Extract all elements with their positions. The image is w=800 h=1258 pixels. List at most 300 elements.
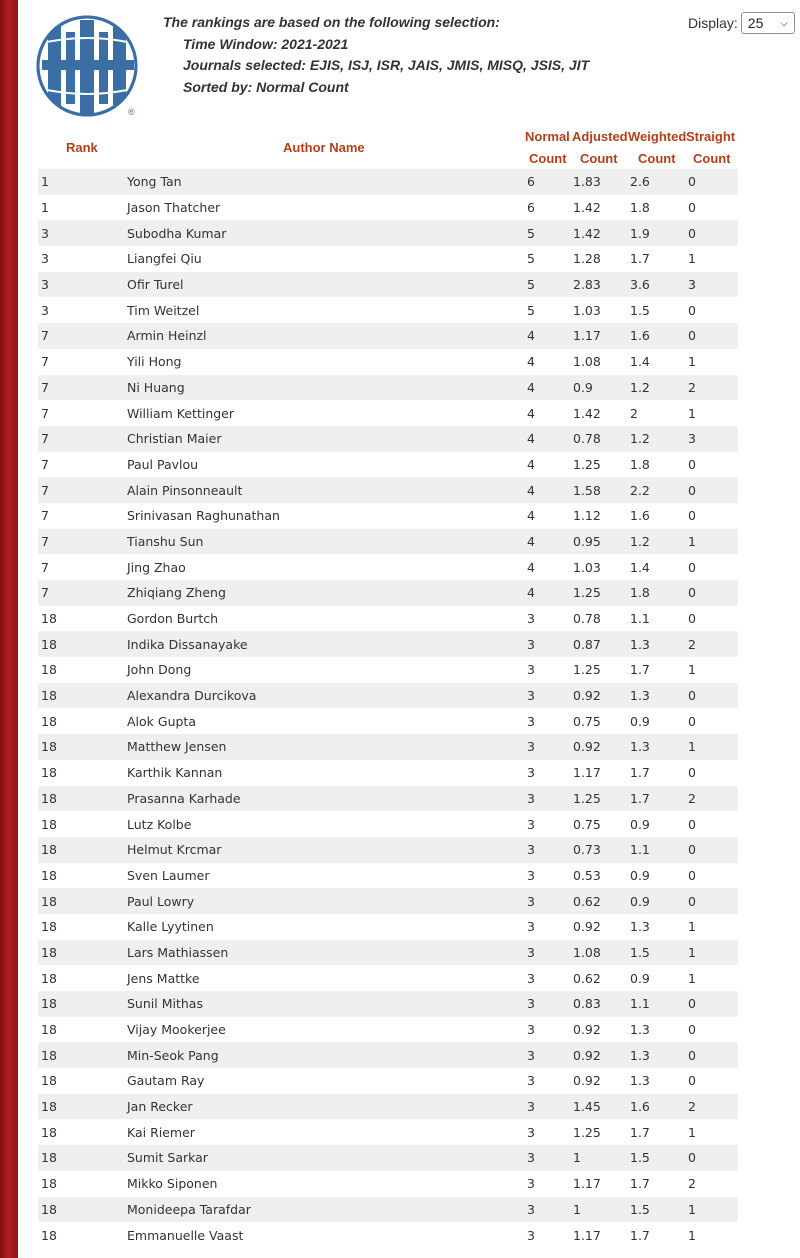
rank-cell: 18 (41, 713, 57, 729)
weighted-count-cell: 1.3 (630, 688, 650, 704)
adjusted-count-cell: 1.25 (573, 662, 601, 678)
adjusted-count-cell: 1.42 (573, 225, 601, 241)
normal-count-cell: 3 (527, 1150, 535, 1166)
author-name-cell[interactable]: Helmut Krcmar (127, 842, 222, 858)
table-row (38, 375, 738, 401)
author-name-cell[interactable]: Sumit Sarkar (127, 1150, 208, 1166)
adjusted-count-cell: 0.75 (573, 816, 601, 832)
straight-count-cell: 1 (688, 944, 696, 960)
weighted-count-cell: 1.7 (630, 790, 650, 806)
adjusted-count-cell: 0.83 (573, 996, 601, 1012)
weighted-count-cell: 1.8 (630, 200, 650, 216)
normal-count-cell: 3 (527, 765, 535, 781)
author-name-cell[interactable]: John Dong (127, 662, 192, 678)
author-name-cell[interactable]: Yong Tan (127, 174, 182, 190)
straight-count-cell: 1 (688, 662, 696, 678)
weighted-count-cell: 0.9 (630, 867, 650, 883)
header-normal-count: Count (529, 151, 567, 166)
normal-count-cell: 3 (527, 662, 535, 678)
normal-count-cell: 3 (527, 1073, 535, 1089)
table-row (38, 400, 738, 426)
author-name-cell[interactable]: Alok Gupta (127, 713, 196, 729)
rank-cell: 18 (41, 1227, 57, 1243)
straight-count-cell: 1 (688, 1227, 696, 1243)
author-name-cell[interactable]: Min-Seok Pang (127, 1047, 219, 1063)
table-row (38, 1017, 738, 1043)
adjusted-count-cell: 0.62 (573, 970, 601, 986)
normal-count-cell: 5 (527, 302, 535, 318)
straight-count-cell: 1 (688, 533, 696, 549)
author-name-cell[interactable]: Christian Maier (127, 431, 222, 447)
table-header (38, 126, 738, 170)
weighted-count-cell: 1.2 (630, 379, 650, 395)
time-window-text: Time Window: 2021-2021 (183, 35, 349, 52)
normal-count-cell: 4 (527, 533, 535, 549)
author-name-cell[interactable]: Gordon Burtch (127, 611, 219, 627)
weighted-count-cell: 0.9 (630, 713, 650, 729)
header-normal[interactable]: Normal (525, 129, 570, 144)
weighted-count-cell: 1.8 (630, 456, 650, 472)
straight-count-cell: 1 (688, 405, 696, 421)
author-name-cell[interactable]: Lars Mathiassen (127, 944, 229, 960)
table-row (38, 426, 738, 452)
normal-count-cell: 5 (527, 225, 535, 241)
normal-count-cell: 5 (527, 251, 535, 267)
weighted-count-cell: 1.3 (630, 1073, 650, 1089)
weighted-count-cell: 1.3 (630, 739, 650, 755)
author-name-cell[interactable]: Kalle Lyytinen (127, 919, 214, 935)
rank-cell: 7 (41, 482, 49, 498)
straight-count-cell: 0 (688, 1073, 696, 1089)
author-name-cell[interactable]: Gautam Ray (127, 1073, 205, 1089)
weighted-count-cell: 1.8 (630, 585, 650, 601)
weighted-count-cell: 0.9 (630, 816, 650, 832)
normal-count-cell: 4 (527, 379, 535, 395)
table-row (38, 708, 738, 734)
rank-cell: 18 (41, 1150, 57, 1166)
weighted-count-cell: 0.9 (630, 893, 650, 909)
display-control (688, 12, 795, 34)
weighted-count-cell: 1.3 (630, 1022, 650, 1038)
rank-cell: 18 (41, 1047, 57, 1063)
table-row (38, 195, 738, 221)
author-name-cell[interactable]: Kai Riemer (127, 1124, 195, 1140)
adjusted-count-cell: 0.75 (573, 713, 601, 729)
weighted-count-cell: 1.5 (630, 1201, 650, 1217)
table-row (38, 760, 738, 786)
weighted-count-cell: 1.4 (630, 559, 650, 575)
normal-count-cell: 4 (527, 354, 535, 370)
weighted-count-cell: 1.3 (630, 1047, 650, 1063)
left-border-bar (0, 0, 18, 1258)
adjusted-count-cell: 1.17 (573, 328, 601, 344)
straight-count-cell: 0 (688, 996, 696, 1012)
adjusted-count-cell: 1.45 (573, 1099, 601, 1115)
table-row (38, 297, 738, 323)
normal-count-cell: 3 (527, 816, 535, 832)
weighted-count-cell: 1.6 (630, 328, 650, 344)
normal-count-cell: 3 (527, 1047, 535, 1063)
straight-count-cell: 0 (688, 508, 696, 524)
selection-summary (163, 12, 589, 98)
author-name-cell[interactable]: Emmanuelle Vaast (127, 1227, 244, 1243)
table-row (38, 991, 738, 1017)
table-row (38, 529, 738, 555)
rank-cell: 18 (41, 1099, 57, 1115)
straight-count-cell: 0 (688, 765, 696, 781)
weighted-count-cell: 1.5 (630, 1150, 650, 1166)
adjusted-count-cell: 1.25 (573, 456, 601, 472)
rankings-table-body (38, 169, 738, 1248)
adjusted-count-cell: 0.95 (573, 533, 601, 549)
table-row (38, 1094, 738, 1120)
table-row (38, 1119, 738, 1145)
weighted-count-cell: 1.2 (630, 533, 650, 549)
rank-cell: 7 (41, 585, 49, 601)
rank-cell: 18 (41, 739, 57, 755)
author-name-cell[interactable]: Mikko Siponen (127, 1176, 218, 1192)
table-row (38, 863, 738, 889)
table-row (38, 1222, 738, 1248)
adjusted-count-cell: 0.53 (573, 867, 601, 883)
table-row (38, 606, 738, 632)
display-count-select[interactable] (741, 12, 795, 34)
weighted-count-cell: 0.9 (630, 970, 650, 986)
rank-cell: 7 (41, 533, 49, 549)
adjusted-count-cell: 0.73 (573, 842, 601, 858)
rank-cell: 18 (41, 688, 57, 704)
normal-count-cell: 3 (527, 970, 535, 986)
rank-cell: 3 (41, 251, 49, 267)
table-row (38, 554, 738, 580)
weighted-count-cell: 1.3 (630, 919, 650, 935)
sorted-by-text: Sorted by: Normal Count (183, 78, 349, 95)
normal-count-cell: 6 (527, 200, 535, 216)
author-name-cell[interactable]: Alain Pinsonneault (127, 482, 243, 498)
adjusted-count-cell: 0.9 (573, 379, 593, 395)
author-name-cell[interactable]: Yili Hong (127, 354, 182, 370)
adjusted-count-cell: 1.08 (573, 944, 601, 960)
rank-cell: 3 (41, 225, 49, 241)
table-row (38, 220, 738, 246)
adjusted-count-cell: 0.92 (573, 919, 601, 935)
normal-count-cell: 4 (527, 328, 535, 344)
table-row (38, 452, 738, 478)
straight-count-cell: 1 (688, 1201, 696, 1217)
straight-count-cell: 1 (688, 251, 696, 267)
straight-count-cell: 2 (688, 379, 696, 395)
author-name-cell[interactable]: Sven Laumer (127, 867, 210, 883)
journals-selected-text: Journals selected: EJIS, ISJ, ISR, JAIS, JMIS, MISQ, JSIS, JIT (183, 57, 590, 73)
weighted-count-cell: 1.4 (630, 354, 650, 370)
weighted-count-cell: 3.6 (630, 277, 650, 293)
adjusted-count-cell: 1.25 (573, 1124, 601, 1140)
rank-cell: 1 (41, 200, 49, 216)
adjusted-count-cell: 1.25 (573, 790, 601, 806)
svg-text:®: ® (128, 107, 135, 117)
weighted-count-cell: 1.7 (630, 1176, 650, 1192)
author-name-cell[interactable]: Armin Heinzl (127, 328, 207, 344)
rank-cell: 18 (41, 1073, 57, 1089)
table-row (38, 837, 738, 863)
rank-cell: 7 (41, 379, 49, 395)
straight-count-cell: 2 (688, 790, 696, 806)
weighted-count-cell: 1.6 (630, 508, 650, 524)
adjusted-count-cell: 0.78 (573, 611, 601, 627)
rank-cell: 18 (41, 1124, 57, 1140)
straight-count-cell: 0 (688, 713, 696, 729)
adjusted-count-cell: 1.42 (573, 405, 601, 421)
rank-cell: 7 (41, 354, 49, 370)
table-row (38, 965, 738, 991)
adjusted-count-cell: 1 (573, 1201, 581, 1217)
adjusted-count-cell: 1.17 (573, 1176, 601, 1192)
normal-count-cell: 3 (527, 1124, 535, 1140)
adjusted-count-cell: 1.25 (573, 585, 601, 601)
table-row (38, 734, 738, 760)
straight-count-cell: 0 (688, 611, 696, 627)
weighted-count-cell: 1.7 (630, 251, 650, 267)
author-name-cell[interactable]: Subodha Kumar (127, 225, 227, 241)
straight-count-cell: 1 (688, 970, 696, 986)
table-row (38, 349, 738, 375)
table-row (38, 246, 738, 272)
table-row (38, 657, 738, 683)
weighted-count-cell: 1.3 (630, 636, 650, 652)
normal-count-cell: 4 (527, 508, 535, 524)
normal-count-cell: 4 (527, 585, 535, 601)
straight-count-cell: 3 (688, 431, 696, 447)
weighted-count-cell: 2.2 (630, 482, 650, 498)
straight-count-cell: 0 (688, 225, 696, 241)
weighted-count-cell: 2 (630, 405, 638, 421)
normal-count-cell: 3 (527, 1176, 535, 1192)
straight-count-cell: 0 (688, 200, 696, 216)
straight-count-cell: 1 (688, 739, 696, 755)
normal-count-cell: 3 (527, 919, 535, 935)
normal-count-cell: 3 (527, 790, 535, 806)
rank-cell: 18 (41, 970, 57, 986)
header-adjusted[interactable]: Adjusted (572, 129, 628, 144)
table-row (38, 786, 738, 812)
rank-cell: 18 (41, 611, 57, 627)
author-name-cell[interactable]: Monideepa Tarafdar (127, 1201, 251, 1217)
straight-count-cell: 1 (688, 354, 696, 370)
straight-count-cell: 2 (688, 636, 696, 652)
weighted-count-cell: 1.6 (630, 1099, 650, 1115)
straight-count-cell: 2 (688, 1176, 696, 1192)
weighted-count-cell: 1.7 (630, 1124, 650, 1140)
adjusted-count-cell: 1.03 (573, 559, 601, 575)
author-name-cell[interactable]: Lutz Kolbe (127, 816, 192, 832)
table-row (38, 169, 738, 195)
header-straight-count: Count (693, 151, 731, 166)
straight-count-cell: 0 (688, 1150, 696, 1166)
normal-count-cell: 3 (527, 688, 535, 704)
straight-count-cell: 1 (688, 919, 696, 935)
adjusted-count-cell: 0.78 (573, 431, 601, 447)
adjusted-count-cell: 0.92 (573, 1047, 601, 1063)
table-row (38, 323, 738, 349)
author-name-cell[interactable]: Tianshu Sun (127, 533, 204, 549)
adjusted-count-cell: 0.62 (573, 893, 601, 909)
normal-count-cell: 3 (527, 1201, 535, 1217)
table-row (38, 1042, 738, 1068)
normal-count-cell: 3 (527, 867, 535, 883)
table-row (38, 1197, 738, 1223)
rank-cell: 18 (41, 1022, 57, 1038)
adjusted-count-cell: 1.58 (573, 482, 601, 498)
rank-cell: 18 (41, 816, 57, 832)
adjusted-count-cell: 1.03 (573, 302, 601, 318)
author-name-cell[interactable]: Paul Pavlou (127, 456, 199, 472)
table-row (38, 272, 738, 298)
selection-heading: The rankings are based on the following selection: (163, 14, 500, 30)
author-name-cell[interactable]: Prasanna Karhade (127, 790, 241, 806)
normal-count-cell: 3 (527, 713, 535, 729)
author-name-cell[interactable]: Vijay Mookerjee (127, 1022, 226, 1038)
adjusted-count-cell: 1 (573, 1150, 581, 1166)
rank-cell: 3 (41, 277, 49, 293)
author-name-cell[interactable]: Liangfei Qiu (127, 251, 202, 267)
rank-cell: 18 (41, 842, 57, 858)
rank-cell: 18 (41, 893, 57, 909)
header-author-name[interactable]: Author Name (283, 140, 365, 155)
author-name-cell[interactable]: Paul Lowry (127, 893, 195, 909)
table-row (38, 683, 738, 709)
weighted-count-cell: 1.5 (630, 944, 650, 960)
rank-cell: 18 (41, 1176, 57, 1192)
normal-count-cell: 3 (527, 739, 535, 755)
straight-count-cell: 2 (688, 1099, 696, 1115)
table-row (38, 914, 738, 940)
straight-count-cell: 0 (688, 1022, 696, 1038)
normal-count-cell: 4 (527, 456, 535, 472)
author-name-cell[interactable]: Zhiqiang Zheng (127, 585, 226, 601)
table-row (38, 888, 738, 914)
straight-count-cell: 0 (688, 328, 696, 344)
table-row (38, 1068, 738, 1094)
table-row (38, 940, 738, 966)
adjusted-count-cell: 2.83 (573, 277, 601, 293)
rank-cell: 18 (41, 867, 57, 883)
rank-cell: 18 (41, 636, 57, 652)
straight-count-cell: 0 (688, 816, 696, 832)
table-row (38, 631, 738, 657)
normal-count-cell: 3 (527, 611, 535, 627)
author-name-cell[interactable]: Srinivasan Raghunathan (127, 508, 280, 524)
author-name-cell[interactable]: Jan Recker (127, 1099, 193, 1115)
rankings-table (38, 169, 738, 1248)
weighted-count-cell: 1.1 (630, 611, 650, 627)
author-name-cell[interactable]: Jing Zhao (127, 559, 186, 575)
adjusted-count-cell: 1.12 (573, 508, 601, 524)
adjusted-count-cell: 0.92 (573, 1073, 601, 1089)
straight-count-cell: 0 (688, 893, 696, 909)
author-name-cell[interactable]: Indika Dissanayake (127, 636, 248, 652)
author-name-cell[interactable]: Jens Mattke (127, 970, 200, 986)
straight-count-cell: 0 (688, 1047, 696, 1063)
table-row (38, 811, 738, 837)
weighted-count-cell: 1.1 (630, 842, 650, 858)
straight-count-cell: 0 (688, 585, 696, 601)
adjusted-count-cell: 0.92 (573, 1022, 601, 1038)
straight-count-cell: 0 (688, 559, 696, 575)
normal-count-cell: 3 (527, 893, 535, 909)
rank-cell: 1 (41, 174, 49, 190)
author-name-cell[interactable]: Sunil Mithas (127, 996, 203, 1012)
rank-cell: 7 (41, 431, 49, 447)
author-name-cell[interactable]: Karthik Kannan (127, 765, 223, 781)
author-name-cell[interactable]: William Kettinger (127, 405, 235, 421)
normal-count-cell: 5 (527, 277, 535, 293)
header-weighted[interactable]: Weighted (628, 129, 687, 144)
weighted-count-cell: 1.5 (630, 302, 650, 318)
rank-cell: 7 (41, 508, 49, 524)
author-name-cell[interactable]: Matthew Jensen (127, 739, 227, 755)
table-row (38, 1145, 738, 1171)
weighted-count-cell: 2.6 (630, 174, 650, 190)
table-row (38, 477, 738, 503)
header-straight[interactable]: Straight (686, 129, 736, 144)
header-adjusted-count: Count (580, 151, 618, 166)
normal-count-cell: 6 (527, 174, 535, 190)
table-row (38, 503, 738, 529)
header-rank[interactable]: Rank (66, 140, 98, 155)
adjusted-count-cell: 0.92 (573, 688, 601, 704)
rank-cell: 18 (41, 790, 57, 806)
table-row (38, 1171, 738, 1197)
weighted-count-cell: 1.9 (630, 225, 650, 241)
author-name-cell[interactable]: Ofir Turel (127, 277, 184, 293)
normal-count-cell: 3 (527, 1022, 535, 1038)
author-name-cell[interactable]: Tim Weitzel (127, 302, 200, 318)
author-name-cell[interactable]: Alexandra Durcikova (127, 688, 257, 704)
weighted-count-cell: 1.1 (630, 996, 650, 1012)
weighted-count-cell: 1.2 (630, 431, 650, 447)
straight-count-cell: 0 (688, 456, 696, 472)
rank-cell: 7 (41, 456, 49, 472)
straight-count-cell: 1 (688, 1124, 696, 1140)
adjusted-count-cell: 1.17 (573, 1227, 601, 1243)
author-name-cell[interactable]: Ni Huang (127, 379, 185, 395)
display-label: Display: (688, 15, 738, 31)
straight-count-cell: 0 (688, 688, 696, 704)
adjusted-count-cell: 1.17 (573, 765, 601, 781)
straight-count-cell: 0 (688, 482, 696, 498)
adjusted-count-cell: 1.08 (573, 354, 601, 370)
rank-cell: 18 (41, 919, 57, 935)
aisnet-globe-logo (36, 14, 142, 120)
display-count-value: 25 (747, 15, 764, 31)
straight-count-cell: 0 (688, 174, 696, 190)
adjusted-count-cell: 1.42 (573, 200, 601, 216)
rank-cell: 7 (41, 559, 49, 575)
normal-count-cell: 3 (527, 636, 535, 652)
straight-count-cell: 3 (688, 277, 696, 293)
adjusted-count-cell: 0.92 (573, 739, 601, 755)
chevron-down-icon: ⌵ (780, 17, 788, 29)
weighted-count-cell: 1.7 (630, 662, 650, 678)
table-row (38, 580, 738, 606)
normal-count-cell: 4 (527, 482, 535, 498)
straight-count-cell: 0 (688, 842, 696, 858)
author-name-cell[interactable]: Jason Thatcher (127, 200, 221, 216)
rank-cell: 7 (41, 328, 49, 344)
straight-count-cell: 0 (688, 302, 696, 318)
normal-count-cell: 3 (527, 1227, 535, 1243)
rank-cell: 7 (41, 405, 49, 421)
